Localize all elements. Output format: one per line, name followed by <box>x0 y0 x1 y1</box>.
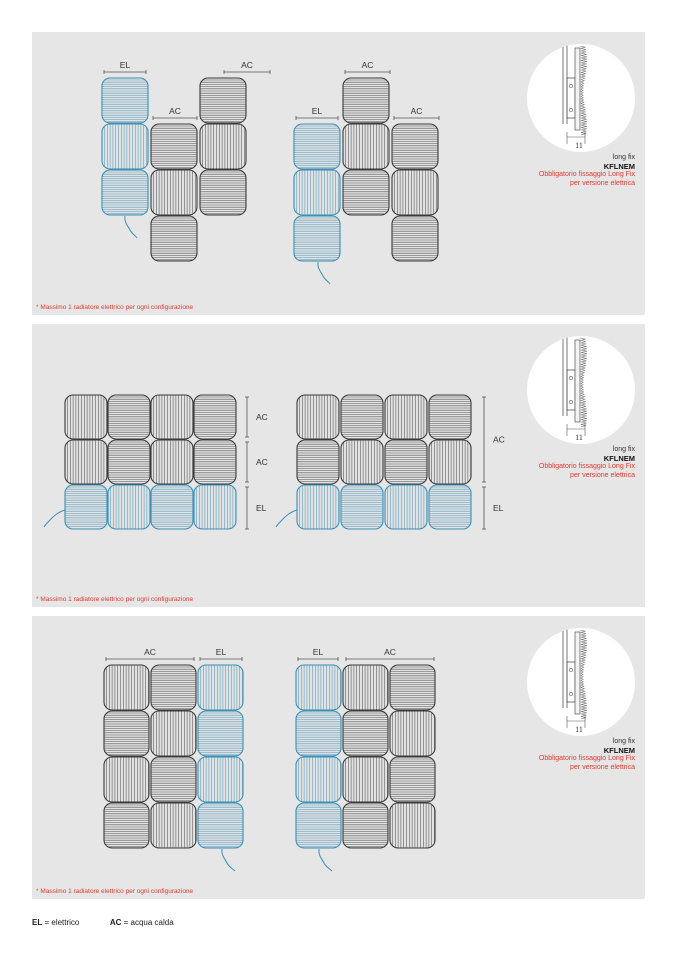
electric-cable <box>319 849 332 871</box>
water-radiator-tile <box>151 711 196 756</box>
electric-radiator-tile <box>198 711 243 756</box>
water-radiator-tile <box>151 216 197 261</box>
fixing-requirement: Obbligatorio fissaggio Long Fix per versione elettrica <box>538 171 635 187</box>
water-radiator-tile <box>108 395 150 439</box>
el-label: EL <box>215 647 227 657</box>
electric-radiator-tile <box>296 757 341 802</box>
long-fix-bracket-drawing <box>563 336 587 436</box>
water-radiator-tile <box>104 665 149 710</box>
water-radiator-tile <box>385 440 427 484</box>
water-radiator-tile <box>151 665 196 710</box>
fixing-requirement: Obbligatorio fissaggio Long Fix per versione elettrica <box>538 463 635 479</box>
electric-radiator-tile <box>294 216 340 261</box>
electric-radiator-tile <box>296 803 341 848</box>
water-radiator-tile <box>392 216 438 261</box>
legend <box>32 918 174 927</box>
fixing-requirement: Obbligatorio fissaggio Long Fix per versione elettrica <box>538 755 635 771</box>
long-fix-info <box>539 738 635 772</box>
water-radiator-tile <box>343 124 389 169</box>
water-radiator-tile <box>104 711 149 756</box>
water-radiator-tile <box>385 395 427 439</box>
water-radiator-tile <box>343 803 388 848</box>
dimension-value: 11 <box>575 141 583 150</box>
water-radiator-tile <box>151 440 193 484</box>
ac-label: AC <box>493 434 505 445</box>
product-code: KFLNEM <box>603 161 635 171</box>
ac-label: AC <box>241 60 253 70</box>
water-radiator-tile <box>343 757 388 802</box>
water-radiator-tile <box>343 665 388 710</box>
water-radiator-tile <box>151 170 197 215</box>
panel-config-2 <box>32 324 645 607</box>
electric-radiator-tile <box>108 485 150 529</box>
electric-radiator-tile <box>296 665 341 710</box>
water-radiator-tile <box>392 170 438 215</box>
el-label: EL <box>119 60 131 70</box>
water-radiator-tile <box>194 395 236 439</box>
legend-el-key: EL <box>32 918 43 927</box>
long-fix-bracket-drawing <box>563 44 587 144</box>
electric-cable <box>44 510 65 527</box>
water-radiator-tile <box>65 440 107 484</box>
electric-cable <box>276 510 297 527</box>
max-electric-note: * Massimo 1 radiatore elettrico per ogni configurazione <box>36 888 194 895</box>
electric-radiator-tile <box>102 78 148 123</box>
legend-ac-key: AC <box>109 918 122 927</box>
electric-cable <box>222 849 235 871</box>
long-fix-info <box>539 154 635 188</box>
water-radiator-tile <box>151 803 196 848</box>
electric-radiator-tile <box>65 485 107 529</box>
water-radiator-tile <box>390 711 435 756</box>
electric-radiator-tile <box>151 485 193 529</box>
fixing-type: long fix <box>612 446 635 453</box>
electric-radiator-tile <box>102 170 148 215</box>
water-radiator-tile <box>200 170 246 215</box>
water-radiator-tile <box>343 170 389 215</box>
electric-radiator-tile <box>296 711 341 756</box>
electric-cable <box>318 262 330 284</box>
ac-label: AC <box>256 457 268 467</box>
el-label: EL <box>312 647 324 657</box>
water-radiator-tile <box>108 440 150 484</box>
electric-radiator-tile <box>341 485 383 529</box>
water-radiator-tile <box>297 440 339 484</box>
water-radiator-tile <box>390 665 435 710</box>
water-radiator-tile <box>429 395 471 439</box>
electric-radiator-tile <box>194 485 236 529</box>
water-radiator-tile <box>104 803 149 848</box>
ac-label: AC <box>169 106 181 116</box>
electric-radiator-tile <box>198 803 243 848</box>
water-radiator-tile <box>297 395 339 439</box>
water-radiator-tile <box>343 711 388 756</box>
panel-config-1 <box>32 32 645 315</box>
water-radiator-tile <box>390 803 435 848</box>
max-electric-note: * Massimo 1 radiatore elettrico per ogni configurazione <box>36 304 194 311</box>
ac-label: AC <box>361 60 374 70</box>
electric-radiator-tile <box>102 124 148 169</box>
ac-label: AC <box>410 106 423 116</box>
max-electric-note: * Massimo 1 radiatore elettrico per ogni configurazione <box>36 596 194 603</box>
dimension-value: 11 <box>575 725 583 734</box>
long-fix-detail-circle <box>527 44 635 152</box>
fixing-type: long fix <box>612 738 635 745</box>
water-radiator-tile <box>104 757 149 802</box>
dimension-value: 11 <box>575 433 583 442</box>
long-fix-info <box>539 446 635 480</box>
electric-radiator-tile <box>294 124 340 169</box>
long-fix-bracket-drawing <box>563 628 587 728</box>
el-label: EL <box>256 503 267 513</box>
el-label: EL <box>311 106 323 116</box>
ac-label: AC <box>256 412 268 422</box>
water-radiator-tile <box>65 395 107 439</box>
water-radiator-tile <box>390 757 435 802</box>
fixing-type: long fix <box>612 154 635 161</box>
electric-radiator-tile <box>198 665 243 710</box>
water-radiator-tile <box>341 440 383 484</box>
panel-config-3 <box>32 616 645 899</box>
water-radiator-tile <box>341 395 383 439</box>
legend-ac-text: = acqua calda <box>123 918 174 927</box>
electric-radiator-tile <box>198 757 243 802</box>
electric-radiator-tile <box>297 485 339 529</box>
electric-radiator-tile <box>294 170 340 215</box>
ac-label: AC <box>384 647 396 657</box>
long-fix-detail-circle <box>527 336 635 444</box>
electric-radiator-tile <box>429 485 471 529</box>
water-radiator-tile <box>194 440 236 484</box>
ac-label: AC <box>144 647 156 657</box>
water-radiator-tile <box>429 440 471 484</box>
legend-el-text: = elettrico <box>44 918 80 927</box>
product-code: KFLNEM <box>603 745 635 755</box>
water-radiator-tile <box>343 78 389 123</box>
el-label: EL <box>493 503 504 513</box>
water-radiator-tile <box>200 78 246 123</box>
water-radiator-tile <box>151 124 197 169</box>
water-radiator-tile <box>151 395 193 439</box>
water-radiator-tile <box>392 124 438 169</box>
electric-radiator-tile <box>385 485 427 529</box>
water-radiator-tile <box>200 124 246 169</box>
long-fix-detail-circle <box>527 628 635 736</box>
water-radiator-tile <box>151 757 196 802</box>
electric-cable <box>125 216 137 238</box>
product-code: KFLNEM <box>603 453 635 463</box>
